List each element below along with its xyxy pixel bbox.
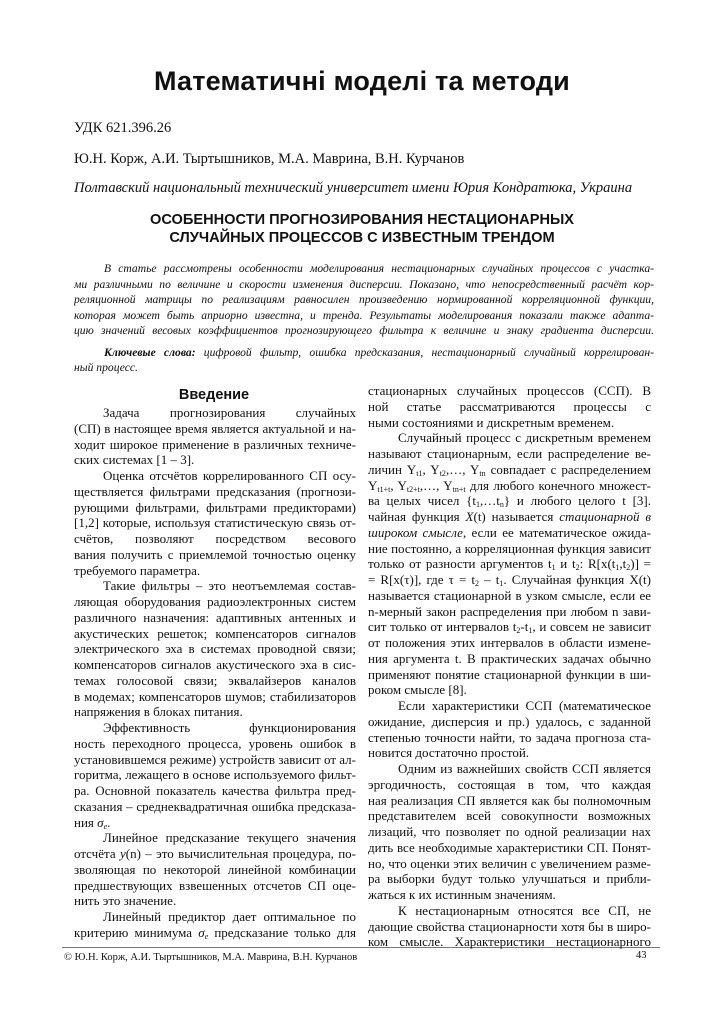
right-column-line: дающие свойства стационарности хотя бы в широ-: [368, 918, 651, 934]
right-column-line: = R[x(τ)], где $\tau = t_2 - t_1$. Случайная функция X(t): [368, 572, 651, 588]
right-column-line: жаться к их истинным значениям.: [368, 887, 556, 902]
abstract-line: цию значений весовых коэффициентов прогнозирующего фильтра к величине и знаку градиента дисперсии.: [74, 324, 654, 338]
left-column-line: ра. Основной показатель качества фильтра пред-: [74, 783, 356, 798]
left-column-line: темах голосовой связи; эквалайзеров каналов: [74, 672, 356, 688]
left-column-line: в модемах; компенсаторов шумов; стабилизаторов: [74, 688, 356, 704]
right-column-line: К нестационарным относятся все СП, не: [398, 902, 651, 918]
article-title-line: СЛУЧАЙНЫХ ПРОЦЕССОВ С ИЗВЕСТНЫМ ТРЕНДОМ: [169, 230, 555, 246]
right-column-line: эргодичность, состоящая в том, что каждая: [368, 776, 651, 792]
right-column-line: стационарных случайных процессов (ССП). В: [368, 383, 651, 398]
left-column-line: ляющая оборудования радиоэлектронных систем: [74, 594, 356, 609]
right-column-line: представителем всей совокупности возможных: [368, 808, 651, 824]
right-column-line: называется стационарной в узком смысле, если ее: [368, 587, 651, 603]
left-column-line: установившемся режиме) устройств зависит от ал-: [74, 751, 356, 767]
left-column-line: Такие фильтры – это неотъемлемая состав-: [103, 578, 356, 594]
right-column-line: от положения этих интервалов в области измене-: [368, 635, 651, 650]
right-column-line: Случайный процесс с дискретным временем: [398, 430, 651, 446]
section-heading: Введение: [178, 387, 250, 403]
right-column-line: ожидание, дисперсия и пр.) удалось, с заданной: [368, 713, 651, 729]
left-column-line: отсчёта y(n) – это вычислительная процедура, по-: [74, 846, 356, 861]
right-column-line: чайная функция X(t) называется стационарной в: [368, 509, 651, 524]
keywords-label: Ключевые слова:: [104, 346, 196, 359]
authors: Ю.Н. Корж, А.И. Тыртышников, М.А. Маврина, В.Н. Курчанов: [74, 151, 465, 167]
right-column-line: но, что оценки этих величин с увеличением разме-: [368, 855, 651, 871]
right-column-line: применяют понятие стационарной функции в ши-: [368, 666, 651, 682]
right-column-line: широком смысле, если ее математическое ожида-: [368, 524, 651, 540]
left-column-line: рующими фильтрами, фильтрами предикторами): [74, 499, 356, 515]
left-column-line: ния $\sigma_e$.: [74, 814, 111, 831]
right-column-line: ра выборки будут только улучшаться и прибли-: [368, 871, 651, 887]
right-column-line: ная реализация СП является как бы полномочным: [368, 792, 651, 808]
right-column-line: степенью точности найти, то задача прогноза ста-: [368, 729, 651, 745]
udk-code: УДК 621.396.26: [74, 120, 172, 136]
footer-copyright: © Ю.Н. Корж, А.И. Тыртышников, М.А. Маврина, В.Н. Курчанов: [64, 952, 358, 963]
right-column-line: ными состояниями и дискретным временем.: [368, 414, 615, 430]
left-column-line: критерию минимума $\sigma_e$ предсказание только для: [74, 924, 356, 941]
affiliation: Полтавский национальный технический университет имени Юрия Кондратюка, Украина: [74, 180, 633, 196]
right-column-line: Одним из важнейших свойств ССП является: [398, 761, 651, 776]
left-column-line: горитма, лежащего в основе используемого фильт-: [74, 767, 356, 783]
left-column-line: ность переходного процесса, уровень ошибок в: [74, 735, 356, 751]
left-column-line: вания получить с приемлемой точностью оценку: [74, 546, 356, 562]
left-column-line: зволяющая по некоторой линейной комбинации: [74, 861, 356, 877]
left-column-line: Эффективность функционирования: [103, 720, 356, 735]
left-column-line: предшествующих взвешенных отсчетов СП оце-: [74, 877, 356, 893]
abstract-line: В статье рассмотрены особенности моделирования нестационарных случайных процессов с участка-: [104, 262, 654, 275]
left-column-line: Линейное предсказание текущего значения: [103, 830, 356, 846]
left-column-line: Оценка отсчётов коррелированного СП осу-: [103, 468, 356, 483]
left-column-line: ских системах [1 – 3].: [74, 452, 195, 468]
article-title: [0, 211, 724, 247]
right-column-line: ние постоянно, а корреляционная функция зависит: [368, 540, 651, 556]
right-column-line: лизаций, что позволяет по одной реализации нах: [368, 824, 651, 839]
right-column-line: дить все необходимые характеристики СП. Понят-: [368, 839, 651, 855]
left-column-line: (СП) в настоящее время является актуальной и на-: [74, 420, 356, 436]
keywords-text: цифровой фильтр, ошибка предсказания, нестационарный случайный коррелирован-: [195, 346, 654, 359]
left-column-line: нить это значение.: [74, 893, 177, 909]
right-column-line: роком смысле [8].: [368, 682, 467, 698]
right-column-line: Если характеристики ССП (математическое: [398, 698, 651, 713]
left-column-line: электрического эха в системах проводной связи;: [74, 641, 356, 657]
left-column-line: ществляется фильтрами предсказания (прогнози-: [74, 483, 356, 499]
left-column-line: компенсаторов сигналов акустического эха в сис-: [74, 657, 356, 672]
keywords-line: ный процесс.: [74, 361, 138, 374]
right-column-line: n-мерный закон распределения при любом n зави-: [368, 603, 651, 619]
left-column-line: напряжения в блоках питания.: [74, 704, 243, 720]
left-column-line: различного назначения: адаптивных антенных и: [74, 609, 356, 625]
article-title-line: ОСОБЕННОСТИ ПРОГНОЗИРОВАНИЯ НЕСТАЦИОНАРНЫХ: [149, 212, 574, 228]
left-column-line: сказания – среднеквадратичная ошибка предсказа-: [74, 798, 356, 814]
abstract-line: которая может быть априорно известна, и тренда. Результаты моделирования показали также адапта-: [74, 308, 654, 322]
right-column-line: ком смысле. Характеристики нестационарного: [368, 934, 651, 950]
right-column-line: $Y_{t1+t}$, $Y_{t2+t},\dots$, $Y_{tn+t}$ для любого конечного множест-: [368, 477, 651, 494]
abstract-line: ми различными по величине и скорости изменения дисперсии. Показано, что непосредственный расчёт кор-: [74, 277, 654, 291]
right-column-line: ния аргумента t. В практических задачах обычно: [368, 650, 651, 666]
right-column-line: ва целых чисел $\{t_1,\dots t_n\}$ и любого целого t [3].: [368, 493, 651, 509]
left-column-line: Линейный предиктор дает оптимальное по: [103, 909, 356, 924]
left-column-line: [1,2] которые, используя статистическую связь от-: [74, 515, 356, 531]
page-number: 43: [636, 950, 647, 961]
left-column-line: счётов, позволяют посредством весового: [74, 531, 356, 546]
left-column-line: Задача прогнозирования случайных: [103, 405, 356, 420]
left-column-line: требуемого параметра.: [74, 562, 201, 578]
right-column-line: ной статье рассматриваются процессы с: [368, 398, 651, 414]
journal-section-title: Математичні моделі та методи: [154, 66, 570, 96]
right-column-line: называют стационарным, если распределение ве-: [368, 446, 651, 461]
right-column-line: сит только от интервалов $t_2-t_1$, и совсем не зависит: [368, 619, 651, 635]
left-column-line: акустических решеток; компенсаторов сигналов: [74, 625, 356, 641]
right-column-line: личин $Y_{t1}$, $Y_{t2},\dots$, $Y_{tn}$ совпадает с распределением: [368, 461, 651, 478]
keywords-line: [104, 345, 654, 360]
right-column-line: только от разности аргументов $t_1$ и $t_2$: $R[x(t_1,t_2)]$ =: [368, 556, 651, 572]
abstract-line: реляционной матрицы по реализациям равносилен произведению нормированной корреляционной функции,: [74, 293, 654, 307]
left-column-line: ходит широкое применение в различных техниче-: [74, 436, 356, 452]
right-column-line: новится достаточно простой.: [368, 745, 530, 761]
